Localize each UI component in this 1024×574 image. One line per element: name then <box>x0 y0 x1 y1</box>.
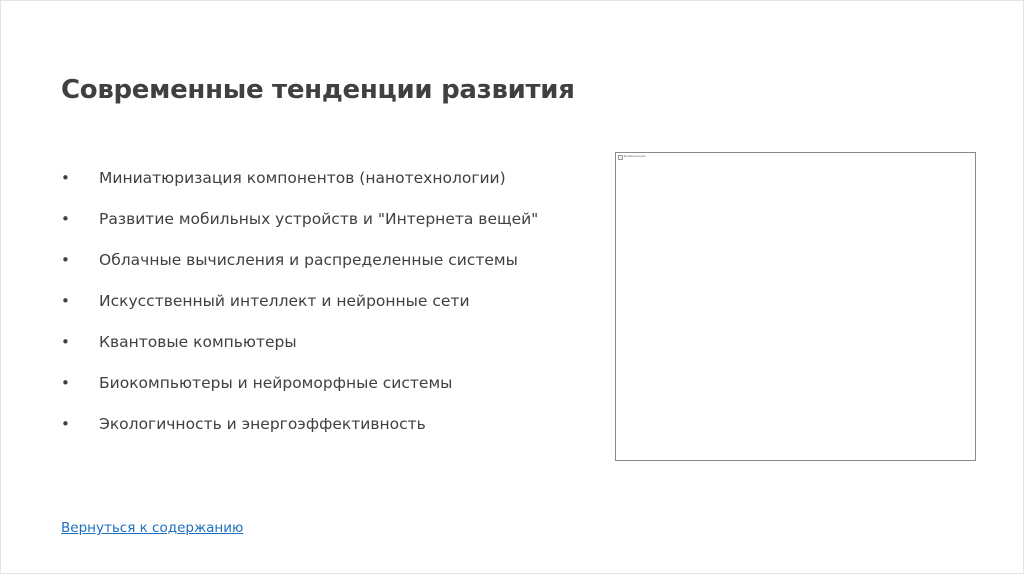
slide-title: Современные тенденции развития <box>61 75 575 105</box>
bullet-list <box>61 157 538 444</box>
bullet-text: Квантовые компьютеры <box>99 332 297 351</box>
bullet-text: Миниатюризация компонентов (нанотехнологии) <box>99 168 506 187</box>
bullet-item <box>61 157 538 198</box>
bullet-dot: • <box>61 291 70 310</box>
bullet-item <box>61 362 538 403</box>
image-placeholder <box>615 152 976 461</box>
bullet-item <box>61 280 538 321</box>
bullet-dot: • <box>61 332 70 351</box>
bullet-text: Развитие мобильных устройств и "Интернета вещей" <box>99 209 539 228</box>
bullet-text: Облачные вычисления и распределенные системы <box>99 250 518 269</box>
broken-image-icon <box>618 155 623 160</box>
bullet-text: Экологичность и энергоэффективность <box>99 414 426 433</box>
bullet-item <box>61 403 538 444</box>
bullet-item <box>61 198 538 239</box>
bullet-text: Биокомпьютеры и нейроморфные системы <box>99 373 453 392</box>
bullet-dot: • <box>61 168 70 187</box>
image-caption: Изображение <box>624 154 646 158</box>
bullet-text: Искусственный интеллект и нейронные сети <box>99 291 470 310</box>
bullet-dot: • <box>61 414 70 433</box>
bullet-item <box>61 239 538 280</box>
back-to-contents-link[interactable]: Вернуться к содержанию <box>61 520 244 536</box>
bullet-item <box>61 321 538 362</box>
bullet-dot: • <box>61 250 70 269</box>
bullet-dot: • <box>61 209 70 228</box>
bullet-dot: • <box>61 373 70 392</box>
